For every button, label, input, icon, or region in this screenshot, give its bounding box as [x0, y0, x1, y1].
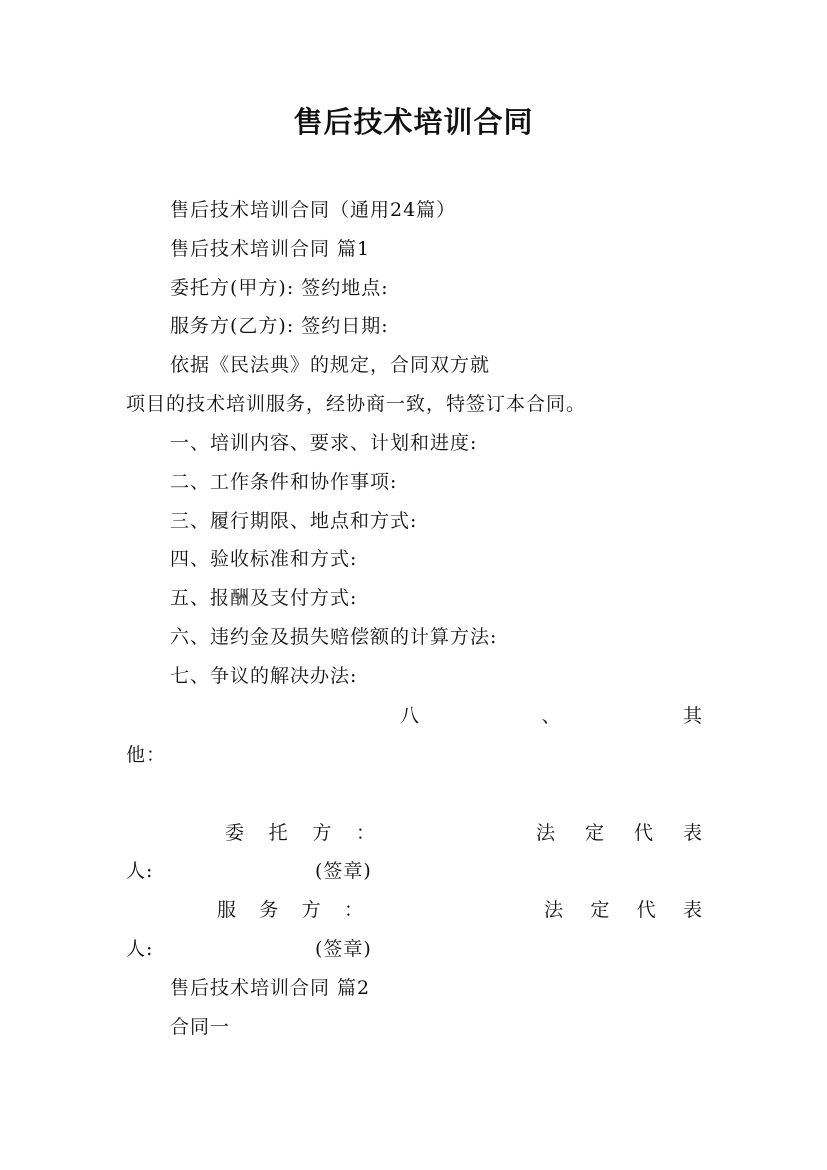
client-seal: (签章) [315, 860, 372, 882]
clause-1: 一、培训内容、要求、计划和进度: [170, 432, 478, 454]
clause-4: 四、验收标准和方式: [170, 548, 358, 570]
clause-8-continuation: 他： [126, 744, 167, 766]
clause-5: 五、报酬及支付方式: [170, 587, 358, 609]
clause-8-part: 、 [541, 705, 561, 727]
clause-3: 三、履行期限、地点和方式: [170, 510, 418, 532]
provider-signature-label: 服 务 方 ： [217, 899, 363, 921]
clause-8-part: 八 [400, 705, 420, 727]
provider-legal-rep-label: 法 定 代 表 [544, 899, 702, 921]
client-party-line: 委托方(甲方): 签约地点: [170, 277, 389, 299]
section-heading: 售后技术培训合同 篇2 [170, 977, 371, 999]
document-subtitle: 售后技术培训合同（通用24篇） [170, 199, 457, 221]
section-heading: 售后技术培训合同 篇1 [170, 238, 371, 260]
clause-7: 七、争议的解决办法: [170, 665, 358, 687]
clause-2: 二、工作条件和协作事项: [170, 471, 398, 493]
clause-6: 六、违约金及损失赔偿额的计算方法: [170, 626, 498, 648]
client-legal-rep-label: 法 定 代 表 [536, 822, 702, 844]
preamble-line: 依据《民法典》的规定，合同双方就 [170, 354, 491, 376]
clause-8-part: 其 [682, 705, 702, 727]
client-legal-rep-continuation: 人: [126, 860, 154, 882]
provider-legal-rep-continuation: 人: [126, 938, 154, 960]
document-title: 售后技术培训合同 [293, 105, 534, 139]
provider-seal: (签章) [315, 938, 372, 960]
client-signature-label: 委 托 方 ： [225, 822, 375, 844]
preamble-continuation: 项目的技术培训服务，经协商一致，特签订本合同。 [126, 393, 587, 415]
provider-party-line: 服务方(乙方): 签约日期: [170, 315, 389, 337]
contract-line: 合同一 [170, 1016, 231, 1038]
clause-8 [400, 704, 702, 728]
